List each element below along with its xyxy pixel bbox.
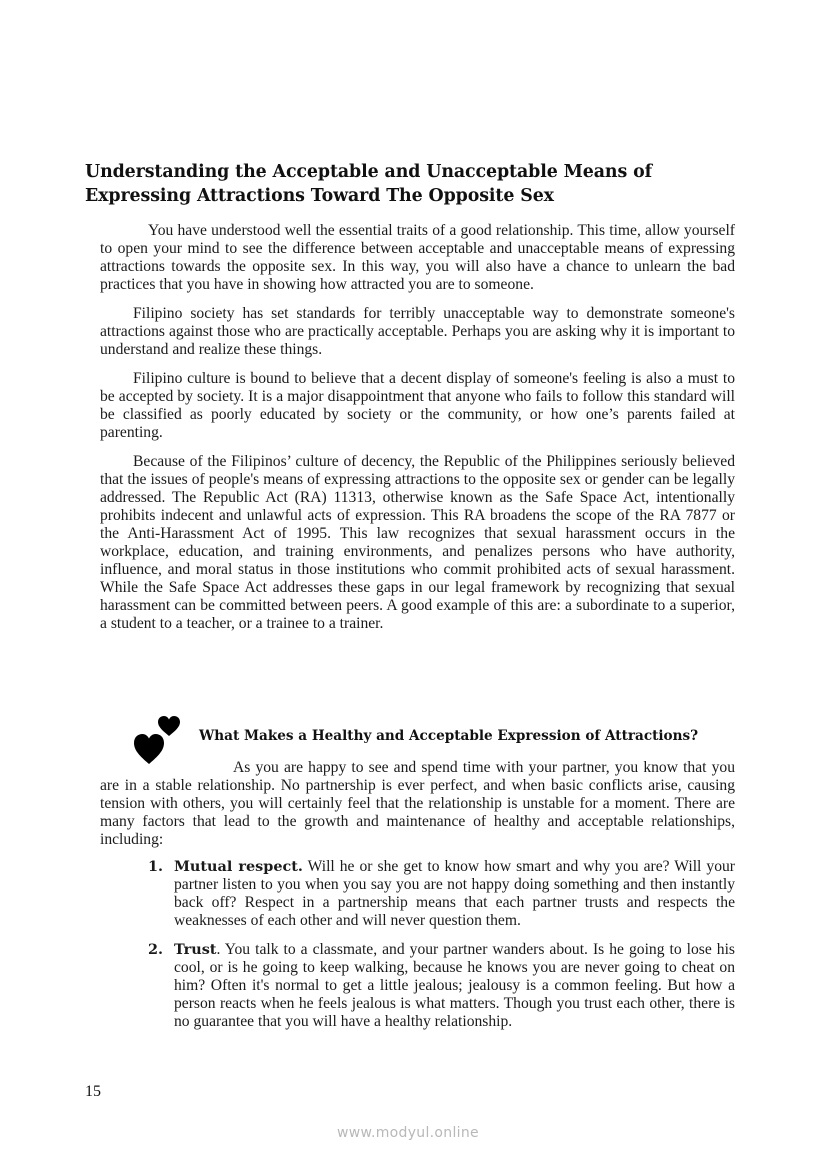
section-body — [100, 759, 735, 849]
paragraph: Filipino society has set standards for terribly unacceptable way to demonstrate someone's attractions against those who are practically acceptable. Perhaps you are asking why it is important to understand and realize these things. — [100, 305, 735, 358]
page-title: Understanding the Acceptable and Unacceptable Means of Expressing Attractions Toward The Opposite Sex — [85, 162, 652, 206]
paragraph: You have understood well the essential traits of a good relationship. This time, allow yourself to open your mind to see the difference between acceptable and unacceptable means of expressing attractions towards the opposite sex. In this way, you will also have a chance to unlearn the bad practices that you have in showing how attracted you are to someone. — [100, 222, 735, 293]
list-item — [148, 941, 735, 1031]
list-text: . You talk to a classmate, and your partner wanders about. Is he going to lose his cool, or is he going to keep walking, because he knows you are never going to cheat on him? Often it's normal to get a little jealous; jealousy is a common feeling. But how a person reacts when he feels jealous is what matters. Though you trust each other, there is no guarantee that you will have a healthy relationship. — [174, 941, 735, 1030]
paragraph: Because of the Filipinos’ culture of decency, the Republic of the Philippines seriously believed that the issues of people's means of expressing attractions to the opposite sex or gender can be legally addressed. The Republic Act (RA) 11313, otherwise known as the Safe Space Act, intentionally prohibits indecent and unlawful acts of expression. This RA broadens the scope of the RA 7877 or the Anti-Harassment Act of 1995. This law recognizes that sexual harassment occurs in the workplace, education, and training environments, and penalizes persons who have authority, influence, and moral status in those institutions who commit prohibited acts of sexual harassment. While the Safe Space Act addresses these gaps in our legal framework by recognizing that sexual harassment can be committed between peers. A good example of this are: a subordinate to a superior, a student to a teacher, or a trainee to a trainer. — [100, 453, 735, 632]
paragraph: Filipino culture is bound to believe that a decent display of someone's feeling is also a must to be accepted by society. It is a major disappointment that anyone who fails to follow this standard will be classified as poorly educated by society or the community, or how one’s parents failed at parenting. — [100, 370, 735, 441]
list-term: Mutual respect. — [174, 858, 303, 875]
page-number: 15 — [85, 1083, 101, 1100]
list-text: Will he or she get to know how smart and why you are? Will your partner listen to you when you say you are not happy doing something and then instantly back off? Respect in a partnership means that each partner trusts and respects the weaknesses of each other and will never question them. — [174, 858, 735, 929]
factors-list — [148, 858, 735, 1042]
list-number: 1. — [148, 858, 164, 875]
list-item — [148, 858, 735, 930]
section-heading: What Makes a Healthy and Acceptable Expression of Attractions? — [199, 728, 699, 744]
intro-section — [100, 222, 735, 644]
paragraph: As you are happy to see and spend time with your partner, you know that you are in a stable relationship. No partnership is ever perfect, and when basic conflicts arise, causing tension with others, you will certainly feel that the relationship is unstable for a moment. There are many factors that lead to the growth and maintenance of healthy and acceptable relationships, including: — [100, 759, 735, 848]
list-number: 2. — [148, 941, 164, 958]
list-term: Trust — [174, 941, 217, 958]
watermark: www.modyul.online — [337, 1125, 479, 1141]
